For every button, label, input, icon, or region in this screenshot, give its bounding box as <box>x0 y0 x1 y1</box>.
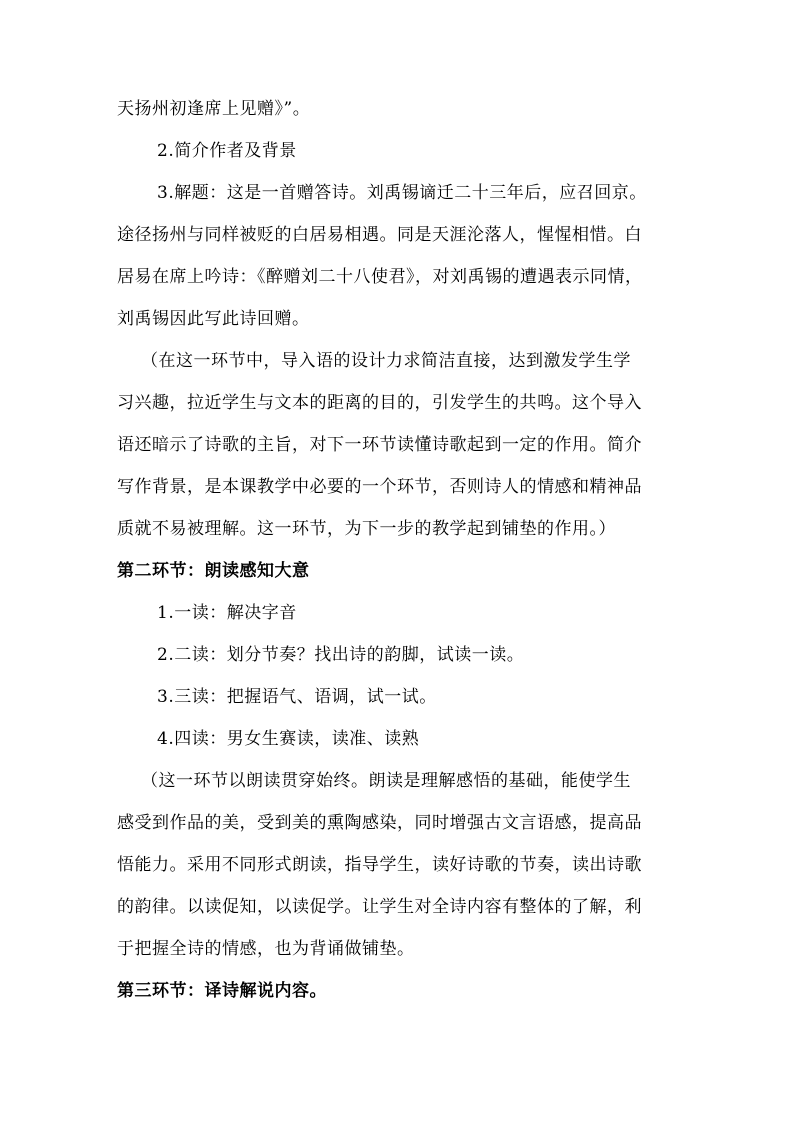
paragraph-line: 于把握全诗的情感，也为背诵做铺垫。 <box>117 939 415 959</box>
paragraph-line: 居易在席上吟诗：《醉赠刘二十八使君》，对刘禹锡的遭遇表示同情， <box>117 267 643 287</box>
paragraph-line: 感受到作品的美，受到美的熏陶感染，同时增强古文言语感，提高品 <box>117 813 642 833</box>
paragraph-line: 的韵律。以读促知，以读促学。让学生对全诗内容有整体的了解，利 <box>117 897 642 917</box>
section-heading-3: 第三环节：译诗解说内容。 <box>117 981 327 1001</box>
paragraph-line: 悟能力。采用不同形式朗读，指导学生，读好诗歌的节奏，读出诗歌 <box>117 855 642 875</box>
list-item-read-3: 3.三读：把握语气、语调，试一试。 <box>157 687 437 707</box>
paragraph-line: 写作背景，是本课教学中必要的一个环节，否则诗人的情感和精神品 <box>117 477 642 497</box>
paragraph-line: 刘禹锡因此写此诗回赠。 <box>117 309 310 329</box>
document-page <box>117 96 681 1020</box>
paragraph-line: 天扬州初逢席上见赠》”。 <box>117 99 311 119</box>
paragraph-line: （在这一环节中，导入语的设计力求简洁直接，达到激发学生学 <box>141 351 631 371</box>
list-item-read-1: 1.一读：解决字音 <box>157 603 297 623</box>
paragraph-line: 语还暗示了诗歌的主旨，对下一环节读懂诗歌起到一定的作用。简介 <box>117 435 642 455</box>
list-item-read-4: 4.四读：男女生赛读，读准、读熟 <box>157 729 420 749</box>
paragraph-note-2 <box>117 768 681 962</box>
paragraph-line: 途径扬州与同样被贬的白居易相遇。同是天涯沦落人，惺惺相惜。白 <box>117 225 642 245</box>
paragraph-line: 质就不易被理解。这一环节，为下一步的教学起到铺垫的作用。） <box>117 519 616 539</box>
paragraph-line: 3.解题：这是一首赠答诗。刘禹锡谪迁二十三年后，应召回京。 <box>157 183 647 203</box>
section-heading-2: 第二环节：朗读感知大意 <box>117 561 310 581</box>
paragraph-title-explanation <box>117 180 681 332</box>
list-item-read-2: 2.二读：划分节奏？找出诗的韵脚，试读一读。 <box>157 645 525 665</box>
paragraph-line: 习兴趣，拉近学生与文本的距离的目的，引发学生的共鸣。这个导入 <box>117 393 642 413</box>
paragraph-note-1 <box>117 348 681 542</box>
paragraph-line: （这一环节以朗读贯穿始终。朗读是理解感悟的基础，能使学生 <box>141 771 631 791</box>
list-item-intro-author: 2.简介作者及背景 <box>157 141 297 161</box>
